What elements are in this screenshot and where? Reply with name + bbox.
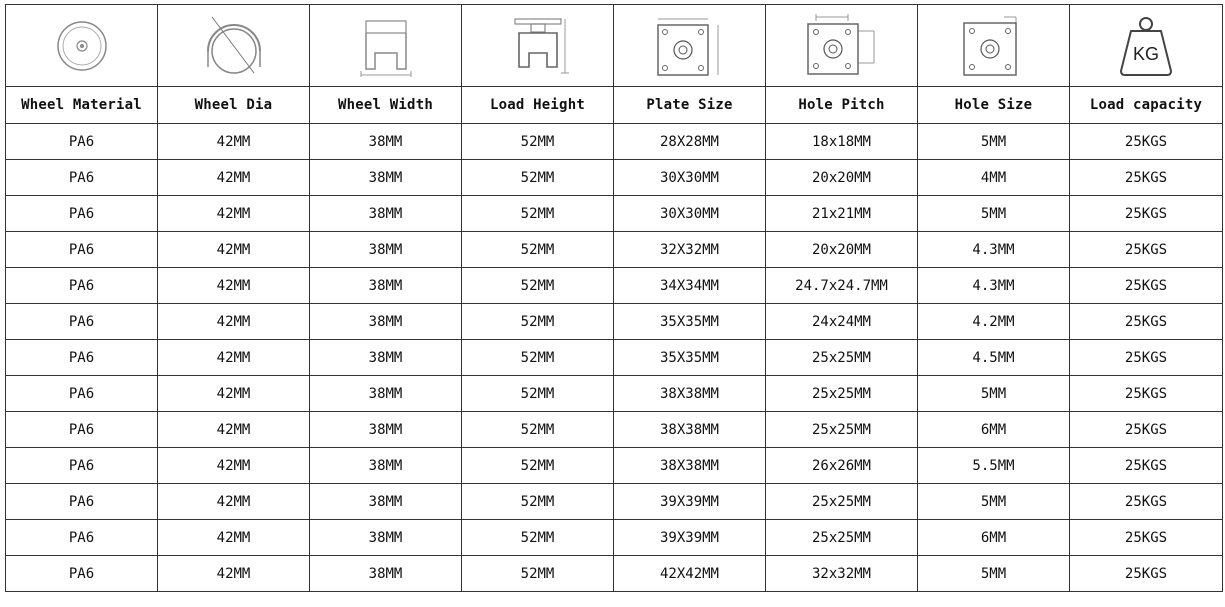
cell-wheel-material: PA6 (6, 520, 158, 556)
table-row (6, 268, 1223, 304)
cell-wheel-dia: 42MM (158, 304, 310, 340)
cell-hole-size: 6MM (918, 520, 1070, 556)
caster-spec-table (5, 4, 1223, 592)
cell-load-capacity: 25KGS (1070, 376, 1223, 412)
cell-load-height: 52MM (462, 340, 614, 376)
cell-wheel-material: PA6 (6, 556, 158, 592)
cell-plate-size: 38X38MM (614, 376, 766, 412)
cell-hole-pitch: 25x25MM (766, 412, 918, 448)
cell-load-capacity: 25KGS (1070, 304, 1223, 340)
wheel-width-icon (310, 13, 461, 79)
cell-wheel-width: 38MM (310, 520, 462, 556)
header-wheel-dia: Wheel Dia (158, 87, 310, 124)
table-row (6, 484, 1223, 520)
header-load-height: Load Height (462, 87, 614, 124)
cell-hole-size: 6MM (918, 412, 1070, 448)
cell-plate-size: 38X38MM (614, 448, 766, 484)
cell-wheel-dia: 42MM (158, 448, 310, 484)
cell-load-height: 52MM (462, 520, 614, 556)
cell-hole-size: 5MM (918, 124, 1070, 160)
cell-hole-pitch: 24.7x24.7MM (766, 268, 918, 304)
cell-load-capacity: 25KGS (1070, 484, 1223, 520)
cell-hole-size: 5MM (918, 196, 1070, 232)
cell-hole-size: 5MM (918, 484, 1070, 520)
cell-wheel-width: 38MM (310, 448, 462, 484)
icon-cell (918, 5, 1070, 87)
cell-wheel-material: PA6 (6, 484, 158, 520)
cell-wheel-width: 38MM (310, 232, 462, 268)
cell-load-height: 52MM (462, 304, 614, 340)
cell-hole-size: 5MM (918, 376, 1070, 412)
cell-plate-size: 32X32MM (614, 232, 766, 268)
load-height-icon (462, 13, 613, 79)
cell-wheel-dia: 42MM (158, 484, 310, 520)
cell-hole-pitch: 25x25MM (766, 340, 918, 376)
cell-hole-pitch: 20x20MM (766, 160, 918, 196)
icon-cell (310, 5, 462, 87)
header-plate-size: Plate Size (614, 87, 766, 124)
cell-plate-size: 42X42MM (614, 556, 766, 592)
table-row (6, 340, 1223, 376)
cell-load-capacity: 25KGS (1070, 124, 1223, 160)
cell-wheel-material: PA6 (6, 160, 158, 196)
cell-wheel-dia: 42MM (158, 556, 310, 592)
cell-plate-size: 39X39MM (614, 520, 766, 556)
cell-hole-size: 4.5MM (918, 340, 1070, 376)
cell-wheel-dia: 42MM (158, 160, 310, 196)
cell-wheel-material: PA6 (6, 268, 158, 304)
weight-icon-label: KG (1132, 43, 1160, 64)
cell-plate-size: 28X28MM (614, 124, 766, 160)
cell-wheel-dia: 42MM (158, 124, 310, 160)
header-load-capacity: Load capacity (1070, 87, 1223, 124)
table-row (6, 520, 1223, 556)
cell-wheel-width: 38MM (310, 124, 462, 160)
cell-load-height: 52MM (462, 268, 614, 304)
cell-plate-size: 38X38MM (614, 412, 766, 448)
cell-wheel-width: 38MM (310, 268, 462, 304)
wheel-side-icon (6, 16, 157, 76)
cell-hole-size: 4.2MM (918, 304, 1070, 340)
cell-load-height: 52MM (462, 448, 614, 484)
cell-hole-pitch: 20x20MM (766, 232, 918, 268)
cell-wheel-dia: 42MM (158, 268, 310, 304)
table-row (6, 304, 1223, 340)
cell-wheel-width: 38MM (310, 340, 462, 376)
cell-load-height: 52MM (462, 232, 614, 268)
cell-load-height: 52MM (462, 412, 614, 448)
cell-hole-pitch: 26x26MM (766, 448, 918, 484)
cell-plate-size: 35X35MM (614, 304, 766, 340)
cell-load-capacity: 25KGS (1070, 556, 1223, 592)
cell-load-capacity: 25KGS (1070, 412, 1223, 448)
cell-wheel-width: 38MM (310, 304, 462, 340)
cell-wheel-material: PA6 (6, 376, 158, 412)
table-row (6, 376, 1223, 412)
cell-hole-size: 4.3MM (918, 268, 1070, 304)
header-hole-pitch: Hole Pitch (766, 87, 918, 124)
cell-wheel-width: 38MM (310, 196, 462, 232)
cell-hole-size: 4MM (918, 160, 1070, 196)
table-row (6, 124, 1223, 160)
cell-wheel-material: PA6 (6, 196, 158, 232)
cell-load-capacity: 25KGS (1070, 232, 1223, 268)
cell-wheel-material: PA6 (6, 448, 158, 484)
cell-wheel-dia: 42MM (158, 232, 310, 268)
cell-wheel-dia: 42MM (158, 376, 310, 412)
cell-wheel-dia: 42MM (158, 340, 310, 376)
wheel-diameter-icon (158, 11, 309, 81)
cell-load-capacity: 25KGS (1070, 448, 1223, 484)
icon-row (6, 5, 1223, 87)
cell-load-height: 52MM (462, 484, 614, 520)
cell-hole-size: 4.3MM (918, 232, 1070, 268)
header-wheel-material: Wheel Material (6, 87, 158, 124)
cell-wheel-material: PA6 (6, 232, 158, 268)
cell-load-capacity: 25KGS (1070, 268, 1223, 304)
cell-load-height: 52MM (462, 124, 614, 160)
cell-hole-size: 5MM (918, 556, 1070, 592)
table-row (6, 196, 1223, 232)
icon-cell (766, 5, 918, 87)
cell-wheel-width: 38MM (310, 376, 462, 412)
cell-load-capacity: 25KGS (1070, 196, 1223, 232)
cell-wheel-dia: 42MM (158, 412, 310, 448)
cell-plate-size: 35X35MM (614, 340, 766, 376)
cell-plate-size: 30X30MM (614, 196, 766, 232)
cell-plate-size: 30X30MM (614, 160, 766, 196)
cell-wheel-width: 38MM (310, 412, 462, 448)
cell-wheel-dia: 42MM (158, 196, 310, 232)
icon-cell (1070, 5, 1223, 87)
cell-plate-size: 39X39MM (614, 484, 766, 520)
cell-load-capacity: 25KGS (1070, 520, 1223, 556)
cell-wheel-width: 38MM (310, 484, 462, 520)
cell-hole-pitch: 21x21MM (766, 196, 918, 232)
table-row (6, 160, 1223, 196)
cell-wheel-width: 38MM (310, 556, 462, 592)
cell-hole-pitch: 24x24MM (766, 304, 918, 340)
cell-wheel-material: PA6 (6, 124, 158, 160)
hole-size-icon (918, 11, 1069, 81)
hole-pitch-icon (766, 11, 917, 81)
cell-wheel-material: PA6 (6, 412, 158, 448)
weight-kg-icon (1070, 13, 1222, 79)
cell-hole-pitch: 25x25MM (766, 376, 918, 412)
cell-hole-pitch: 18x18MM (766, 124, 918, 160)
cell-plate-size: 34X34MM (614, 268, 766, 304)
header-wheel-width: Wheel Width (310, 87, 462, 124)
plate-size-icon (614, 11, 765, 81)
cell-hole-pitch: 25x25MM (766, 520, 918, 556)
cell-wheel-dia: 42MM (158, 520, 310, 556)
header-hole-size: Hole Size (918, 87, 1070, 124)
cell-wheel-width: 38MM (310, 160, 462, 196)
cell-load-height: 52MM (462, 196, 614, 232)
table-row (6, 232, 1223, 268)
cell-load-capacity: 25KGS (1070, 160, 1223, 196)
cell-hole-pitch: 25x25MM (766, 484, 918, 520)
cell-hole-pitch: 32x32MM (766, 556, 918, 592)
header-row (6, 87, 1223, 124)
cell-wheel-material: PA6 (6, 304, 158, 340)
icon-cell (158, 5, 310, 87)
cell-load-height: 52MM (462, 376, 614, 412)
cell-load-capacity: 25KGS (1070, 340, 1223, 376)
table-row (6, 448, 1223, 484)
cell-hole-size: 5.5MM (918, 448, 1070, 484)
table-row (6, 556, 1223, 592)
cell-load-height: 52MM (462, 160, 614, 196)
icon-cell (462, 5, 614, 87)
cell-wheel-material: PA6 (6, 340, 158, 376)
icon-cell (614, 5, 766, 87)
cell-load-height: 52MM (462, 556, 614, 592)
table-row (6, 412, 1223, 448)
icon-cell (6, 5, 158, 87)
